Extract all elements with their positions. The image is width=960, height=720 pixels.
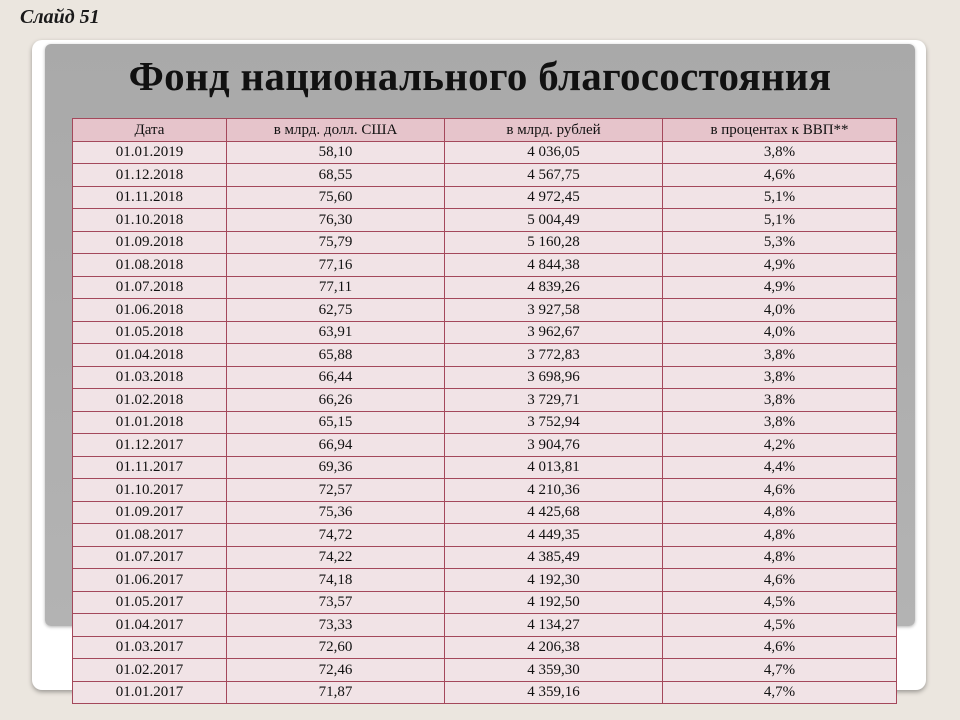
cell-gdp-percent: 4,4% — [663, 456, 897, 479]
header-date: Дата — [73, 119, 227, 142]
slide-number: Слайд 51 — [20, 6, 100, 28]
cell-rub-bn: 4 206,38 — [445, 636, 663, 659]
cell-rub-bn: 4 013,81 — [445, 456, 663, 479]
cell-usd-bn: 72,57 — [227, 479, 445, 502]
cell-rub-bn: 3 962,67 — [445, 321, 663, 344]
cell-rub-bn: 4 192,50 — [445, 591, 663, 614]
table-row — [73, 659, 897, 682]
table-row — [73, 591, 897, 614]
cell-usd-bn: 65,15 — [227, 411, 445, 434]
page-title: Фонд национального благосостояния — [128, 53, 832, 99]
cell-usd-bn: 75,60 — [227, 186, 445, 209]
cell-gdp-percent: 4,7% — [663, 681, 897, 704]
table-row — [73, 321, 897, 344]
cell-date: 01.06.2017 — [73, 569, 227, 592]
cell-gdp-percent: 4,6% — [663, 636, 897, 659]
cell-rub-bn: 4 385,49 — [445, 546, 663, 569]
cell-date: 01.10.2017 — [73, 479, 227, 502]
table-row — [73, 276, 897, 299]
cell-usd-bn: 66,44 — [227, 366, 445, 389]
cell-usd-bn: 63,91 — [227, 321, 445, 344]
table-row — [73, 209, 897, 232]
cell-gdp-percent: 3,8% — [663, 389, 897, 412]
cell-rub-bn: 5 004,49 — [445, 209, 663, 232]
cell-usd-bn: 72,46 — [227, 659, 445, 682]
table-body — [73, 141, 897, 704]
cell-gdp-percent: 4,8% — [663, 524, 897, 547]
cell-rub-bn: 4 567,75 — [445, 164, 663, 187]
cell-date: 01.07.2017 — [73, 546, 227, 569]
cell-gdp-percent: 4,0% — [663, 321, 897, 344]
cell-date: 01.04.2017 — [73, 614, 227, 637]
header-usd-bn: в млрд. долл. США — [227, 119, 445, 142]
cell-date: 01.01.2019 — [73, 141, 227, 164]
table-row — [73, 479, 897, 502]
cell-usd-bn: 74,22 — [227, 546, 445, 569]
cell-gdp-percent: 3,8% — [663, 141, 897, 164]
cell-date: 01.12.2018 — [73, 164, 227, 187]
cell-usd-bn: 69,36 — [227, 456, 445, 479]
cell-usd-bn: 77,16 — [227, 254, 445, 277]
cell-gdp-percent: 4,5% — [663, 614, 897, 637]
cell-rub-bn: 4 210,36 — [445, 479, 663, 502]
cell-usd-bn: 62,75 — [227, 299, 445, 322]
table-row — [73, 456, 897, 479]
cell-gdp-percent: 4,9% — [663, 276, 897, 299]
table-row — [73, 231, 897, 254]
cell-date: 01.05.2017 — [73, 591, 227, 614]
cell-rub-bn: 4 359,30 — [445, 659, 663, 682]
cell-rub-bn: 4 844,38 — [445, 254, 663, 277]
cell-gdp-percent: 5,1% — [663, 209, 897, 232]
cell-gdp-percent: 5,3% — [663, 231, 897, 254]
cell-date: 01.03.2018 — [73, 366, 227, 389]
cell-date: 01.11.2017 — [73, 456, 227, 479]
cell-rub-bn: 3 752,94 — [445, 411, 663, 434]
cell-gdp-percent: 4,6% — [663, 164, 897, 187]
cell-gdp-percent: 4,6% — [663, 479, 897, 502]
cell-rub-bn: 3 729,71 — [445, 389, 663, 412]
cell-usd-bn: 76,30 — [227, 209, 445, 232]
cell-gdp-percent: 5,1% — [663, 186, 897, 209]
cell-date: 01.03.2017 — [73, 636, 227, 659]
cell-date: 01.05.2018 — [73, 321, 227, 344]
cell-date: 01.10.2018 — [73, 209, 227, 232]
cell-usd-bn: 73,33 — [227, 614, 445, 637]
cell-rub-bn: 4 359,16 — [445, 681, 663, 704]
table-row — [73, 164, 897, 187]
cell-gdp-percent: 4,2% — [663, 434, 897, 457]
cell-rub-bn: 3 927,58 — [445, 299, 663, 322]
cell-usd-bn: 66,26 — [227, 389, 445, 412]
cell-date: 01.09.2018 — [73, 231, 227, 254]
cell-rub-bn: 4 036,05 — [445, 141, 663, 164]
cell-rub-bn: 3 772,83 — [445, 344, 663, 367]
cell-date: 01.07.2018 — [73, 276, 227, 299]
cell-usd-bn: 73,57 — [227, 591, 445, 614]
cell-usd-bn: 77,11 — [227, 276, 445, 299]
table-header-row — [73, 119, 897, 142]
cell-usd-bn: 74,18 — [227, 569, 445, 592]
cell-rub-bn: 4 425,68 — [445, 501, 663, 524]
cell-rub-bn: 4 449,35 — [445, 524, 663, 547]
cell-date: 01.08.2017 — [73, 524, 227, 547]
table-row — [73, 141, 897, 164]
table-row — [73, 389, 897, 412]
table-row — [73, 411, 897, 434]
cell-date: 01.01.2017 — [73, 681, 227, 704]
table-row — [73, 636, 897, 659]
table-row — [73, 501, 897, 524]
cell-rub-bn: 4 839,26 — [445, 276, 663, 299]
cell-usd-bn: 72,60 — [227, 636, 445, 659]
cell-usd-bn: 75,36 — [227, 501, 445, 524]
cell-date: 01.09.2017 — [73, 501, 227, 524]
cell-gdp-percent: 4,8% — [663, 501, 897, 524]
fund-table — [72, 118, 897, 704]
table-row — [73, 614, 897, 637]
cell-gdp-percent: 3,8% — [663, 411, 897, 434]
cell-gdp-percent: 4,9% — [663, 254, 897, 277]
cell-usd-bn: 74,72 — [227, 524, 445, 547]
cell-usd-bn: 75,79 — [227, 231, 445, 254]
cell-gdp-percent: 4,0% — [663, 299, 897, 322]
cell-gdp-percent: 4,7% — [663, 659, 897, 682]
cell-date: 01.02.2017 — [73, 659, 227, 682]
cell-date: 01.06.2018 — [73, 299, 227, 322]
cell-rub-bn: 3 698,96 — [445, 366, 663, 389]
cell-usd-bn: 68,55 — [227, 164, 445, 187]
table-row — [73, 546, 897, 569]
cell-rub-bn: 5 160,28 — [445, 231, 663, 254]
cell-usd-bn: 66,94 — [227, 434, 445, 457]
cell-gdp-percent: 4,5% — [663, 591, 897, 614]
cell-usd-bn: 58,10 — [227, 141, 445, 164]
cell-gdp-percent: 4,8% — [663, 546, 897, 569]
table-row — [73, 569, 897, 592]
table-row — [73, 344, 897, 367]
table-row — [73, 681, 897, 704]
cell-date: 01.08.2018 — [73, 254, 227, 277]
cell-gdp-percent: 3,8% — [663, 344, 897, 367]
cell-date: 01.12.2017 — [73, 434, 227, 457]
header-rub-bn: в млрд. рублей — [445, 119, 663, 142]
cell-rub-bn: 4 134,27 — [445, 614, 663, 637]
header-gdp-percent: в процентах к ВВП** — [663, 119, 897, 142]
table-row — [73, 434, 897, 457]
table-row — [73, 524, 897, 547]
cell-date: 01.01.2018 — [73, 411, 227, 434]
cell-date: 01.04.2018 — [73, 344, 227, 367]
cell-rub-bn: 3 904,76 — [445, 434, 663, 457]
table-row — [73, 366, 897, 389]
cell-usd-bn: 71,87 — [227, 681, 445, 704]
cell-gdp-percent: 4,6% — [663, 569, 897, 592]
cell-date: 01.11.2018 — [73, 186, 227, 209]
table-row — [73, 254, 897, 277]
cell-gdp-percent: 3,8% — [663, 366, 897, 389]
table-row — [73, 299, 897, 322]
cell-usd-bn: 65,88 — [227, 344, 445, 367]
cell-date: 01.02.2018 — [73, 389, 227, 412]
cell-rub-bn: 4 972,45 — [445, 186, 663, 209]
cell-rub-bn: 4 192,30 — [445, 569, 663, 592]
table-row — [73, 186, 897, 209]
